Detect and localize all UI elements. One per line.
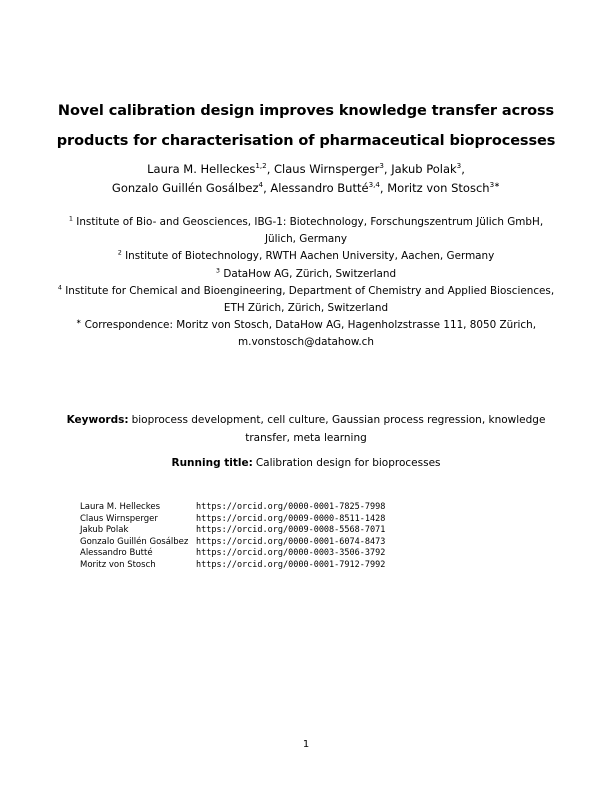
author-affiliation-marker: 1,2 bbox=[255, 161, 267, 171]
author-affiliation-marker: 3 bbox=[456, 161, 462, 171]
affiliation-marker: ∗ bbox=[75, 317, 82, 326]
author-line-2: Gonzalo Guillén Gosálbez$^4$, Alessandro Butté$^{3,4}$, Moritz von Stosch$^{3∗}$ bbox=[111, 179, 501, 195]
orcid-url[interactable]: https://orcid.org/0000-0003-3506-3792 bbox=[196, 548, 386, 559]
orcid-url[interactable]: https://orcid.org/0009-0000-8511-1428 bbox=[196, 513, 386, 524]
affiliation-marker: 1 bbox=[68, 214, 73, 223]
keywords-text: bioprocess development, cell culture, Gaussian process regression, knowledge transfer, meta learning bbox=[131, 414, 546, 444]
affiliation: ∗ Correspondence: Moritz von Stosch, DataHow AG, Hagenholzstrasse 111, 8050 Zürich, m.vonstosch@datahow.ch bbox=[75, 317, 537, 349]
affiliation-list bbox=[56, 214, 556, 352]
orcid-row bbox=[80, 548, 385, 560]
keywords-label: Keywords: bbox=[66, 414, 129, 426]
orcid-table bbox=[80, 502, 385, 572]
orcid-url[interactable]: https://orcid.org/0000-0001-7825-7998 bbox=[196, 502, 386, 512]
affiliation: $^2$ Institute of Biotechnology, RWTH Aachen University, Aachen, Germany bbox=[117, 248, 495, 263]
author-affiliation-marker: 3 bbox=[379, 161, 384, 171]
orcid-url[interactable]: https://orcid.org/0000-0001-7912-7992 bbox=[196, 559, 386, 570]
author-affiliation-marker: 3,4 bbox=[368, 179, 380, 189]
running-title-text: Calibration design for bioprocesses bbox=[255, 457, 441, 469]
author-affiliation-marker: 4 bbox=[258, 179, 264, 189]
running-title-label: Running title: bbox=[171, 457, 253, 469]
orcid-author-name: Moritz von Stosch bbox=[80, 559, 156, 570]
orcid-url[interactable]: https://orcid.org/0009-0008-5568-7071 bbox=[196, 525, 386, 536]
affiliation-marker: 4 bbox=[57, 283, 62, 292]
author-name: Moritz von Stosch bbox=[387, 180, 490, 195]
paper-title bbox=[40, 96, 572, 156]
orcid-author-name: Claus Wirnsperger bbox=[80, 513, 158, 524]
orcid-author-name: Laura M. Helleckes bbox=[80, 502, 160, 512]
author-list bbox=[30, 160, 582, 197]
orcid-row bbox=[80, 514, 385, 526]
affiliation: $^1$ Institute of Bio- and Geosciences, IBG-1: Biotechnology, Forschungszentrum Jülich GmbH, Jülich, Germany bbox=[68, 214, 544, 246]
orcid-url[interactable]: https://orcid.org/0000-0001-6074-8473 bbox=[196, 536, 386, 547]
orcid-row bbox=[80, 525, 385, 537]
orcid-row bbox=[80, 502, 385, 514]
affiliation: $^3$ DataHow AG, Zürich, Switzerland bbox=[215, 266, 397, 280]
author-name: Alessandro Butté bbox=[270, 180, 369, 195]
affiliation: $^4$ Institute for Chemical and Bioengineering, Department of Chemistry and Applied Biosciences, ETH Zürich, Zürich, Switzerland bbox=[57, 283, 555, 315]
orcid-row bbox=[80, 537, 385, 549]
orcid-author-name: Gonzalo Guillén Gosálbez bbox=[80, 536, 189, 547]
author-line-1: Laura M. Helleckes$^{1,2}$, Claus Wirnsperger$^3$, Jakub Polak$^3$, bbox=[147, 161, 465, 176]
orcid-row bbox=[80, 560, 385, 572]
affiliation-marker: 2 bbox=[117, 248, 122, 257]
orcid-author-name: Alessandro Butté bbox=[80, 548, 153, 559]
author-name: Jakub Polak bbox=[391, 162, 457, 176]
affiliation-marker: 3 bbox=[215, 266, 221, 275]
page-number: 1 bbox=[302, 739, 310, 750]
paper-title-line-2: products for characterisation of pharmaceutical bioprocesses bbox=[56, 133, 556, 149]
keywords-section bbox=[50, 411, 562, 447]
author-affiliation-marker: 3∗ bbox=[489, 179, 501, 189]
orcid-author-name: Jakub Polak bbox=[80, 525, 129, 536]
title-block bbox=[40, 96, 572, 156]
author-name: Claus Wirnsperger bbox=[274, 162, 380, 176]
author-name: Gonzalo Guillén Gosálbez bbox=[111, 180, 259, 195]
running-title-section bbox=[0, 457, 612, 469]
paper-title-line-1: Novel calibration design improves knowledge transfer across bbox=[57, 103, 555, 119]
author-name: Laura M. Helleckes bbox=[147, 162, 256, 176]
